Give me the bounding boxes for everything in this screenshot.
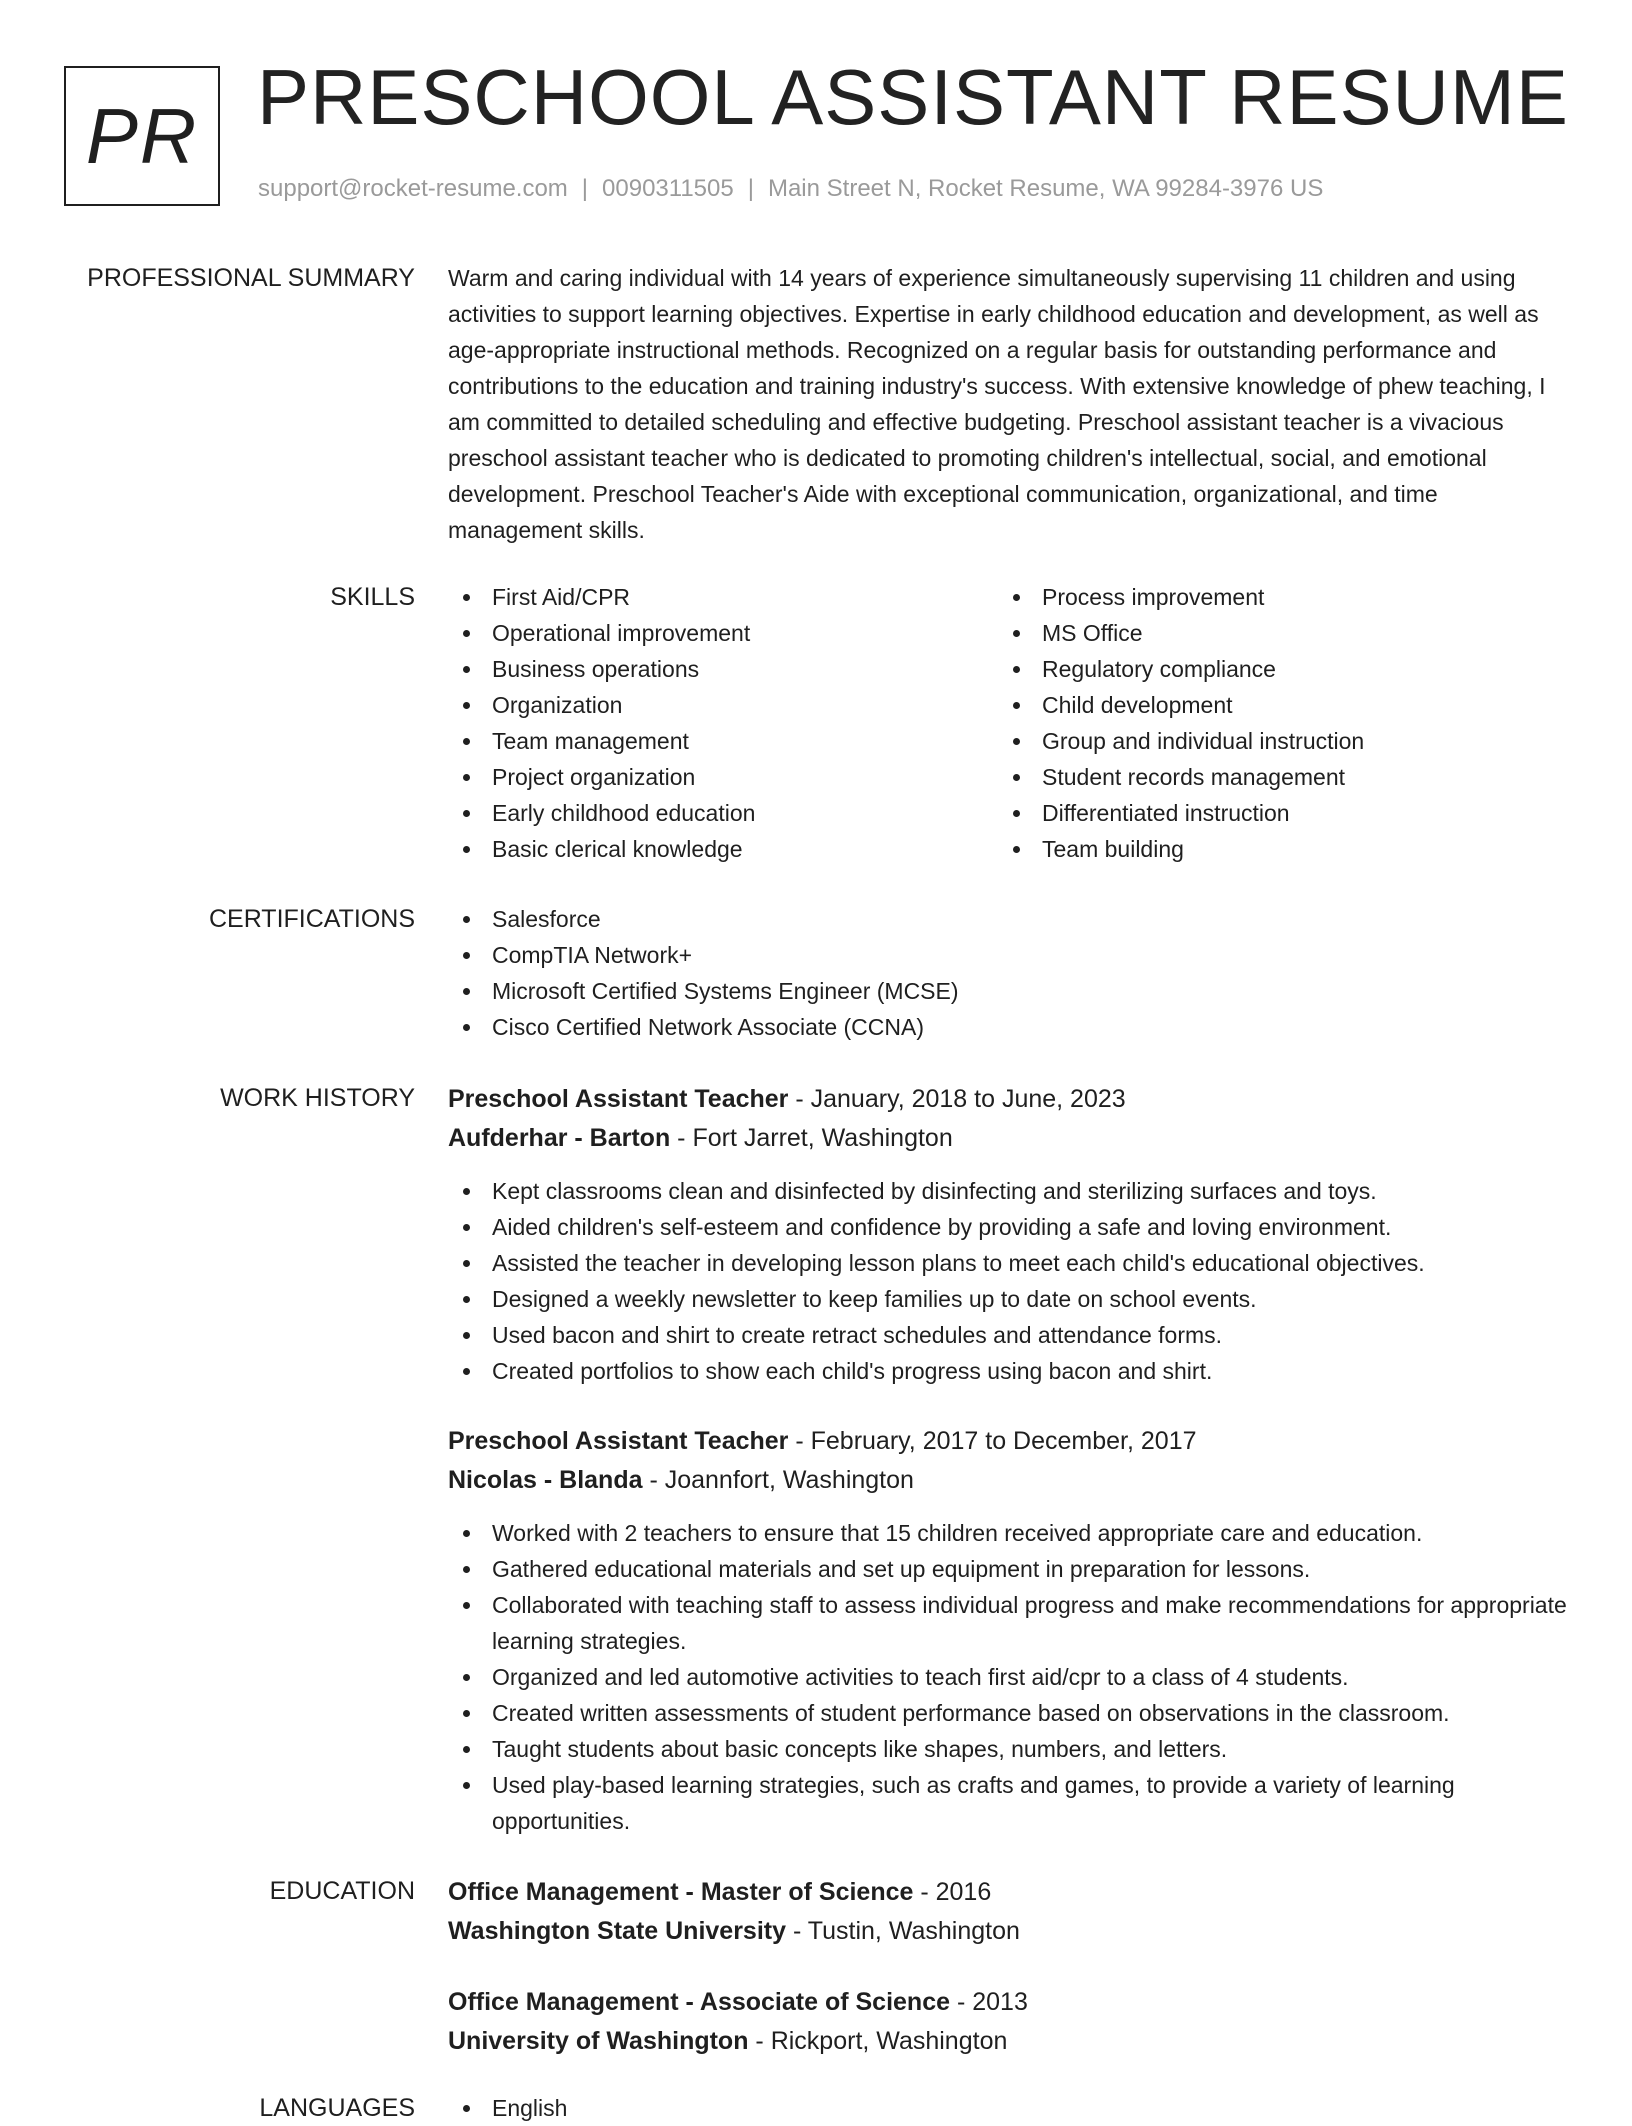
section-label-work-history: WORK HISTORY (220, 1084, 415, 1112)
job-dates: - January, 2018 to June, 2023 (788, 1085, 1126, 1113)
job-bullet: Designed a weekly newsletter to keep families up to date on school events. (448, 1281, 1568, 1317)
certifications-list (448, 901, 1568, 1045)
job-title: Preschool Assistant Teacher (448, 1427, 789, 1455)
contact-separator: | (747, 175, 754, 202)
job-bullet: Used bacon and shirt to create retract schedules and attendance forms. (448, 1317, 1568, 1353)
monogram-logo (64, 66, 220, 206)
education-school-line (448, 2022, 1568, 2061)
job-bullet: Used play-based learning strategies, such as crafts and games, to provide a variety of learning opportunities. (448, 1767, 1568, 1839)
section-label-certifications: CERTIFICATIONS (208, 905, 415, 933)
contact-email[interactable]: support@rocket-resume.com (258, 175, 568, 202)
summary-text: Warm and caring individual with 14 years of experience simultaneously supervising 11 children and using activities to support learning objectives. Expertise in early childhood education and development, as well as age-appropriate instructional methods. Recognized on a regular basis for outstanding performance and contributions to the education and training industry's success. With extensive knowledge of phew teaching, I am committed to detailed scheduling and effective budgeting. Preschool assistant teacher is a vivacious preschool assistant teacher who is dedicated to promoting children's intellectual, social, and emotional development. Preschool Teacher's Aide with exceptional communication, organizational, and time management skills. (448, 265, 1546, 543)
certification-item: Microsoft Certified Systems Engineer (MCSE) (448, 973, 1568, 1009)
job-bullet: Taught students about basic concepts like shapes, numbers, and letters. (448, 1731, 1568, 1767)
education-degree: Office Management - Master of Science (448, 1878, 914, 1906)
skill-item: Organization (448, 687, 998, 723)
skill-item: Business operations (448, 651, 998, 687)
education-school: University of Washington (448, 2027, 749, 2055)
work-history-body (448, 1080, 1568, 1839)
education-entry (448, 1983, 1568, 2061)
skills-columns (448, 579, 1568, 867)
job-bullet: Aided children's self-esteem and confidence by providing a safe and loving environment. (448, 1209, 1568, 1245)
skill-item: Group and individual instruction (998, 723, 1548, 759)
monogram-initials: PR (85, 92, 199, 180)
skills-list-left (448, 579, 998, 867)
skills-list-right (998, 579, 1548, 867)
education-body (448, 1873, 1568, 2061)
certification-item: CompTIA Network+ (448, 937, 1568, 973)
skill-item: Regulatory compliance (998, 651, 1548, 687)
contact-phone[interactable]: 0090311505 (602, 175, 734, 202)
skill-item: Team management (448, 723, 998, 759)
contact-address: Main Street N, Rocket Resume, WA 99284-3976 US (767, 175, 1324, 202)
skill-item: Child development (998, 687, 1548, 723)
education-year: - 2013 (950, 1988, 1028, 2016)
job-dates: - February, 2017 to December, 2017 (788, 1427, 1197, 1455)
contact-separator: | (581, 175, 589, 202)
education-location: - Tustin, Washington (786, 1917, 1020, 1945)
certifications-body (448, 901, 1568, 1045)
job-bullets (448, 1515, 1568, 1839)
job-location: - Fort Jarret, Washington (670, 1124, 953, 1152)
education-year: - 2016 (913, 1878, 992, 1906)
education-entry (448, 1873, 1568, 1951)
section-label-education: EDUCATION (269, 1877, 415, 1905)
section-label-languages: LANGUAGES (259, 2094, 415, 2122)
job-bullet: Created written assessments of student performance based on observations in the classroom. (448, 1695, 1568, 1731)
education-degree-line (448, 1983, 1568, 2022)
education-degree-line (448, 1873, 1568, 1912)
skill-item: Project organization (448, 759, 998, 795)
skill-item: First Aid/CPR (448, 579, 998, 615)
section-label-skills: SKILLS (330, 583, 415, 611)
job-bullet: Kept classrooms clean and disinfected by disinfecting and sterilizing surfaces and toys. (448, 1173, 1568, 1209)
job-bullet: Worked with 2 teachers to ensure that 15 children received appropriate care and education. (448, 1515, 1568, 1551)
job-bullet: Organized and led automotive activities to teach first aid/cpr to a class of 4 students. (448, 1659, 1568, 1695)
job-company-line (448, 1461, 1568, 1500)
contact-line (258, 177, 1323, 201)
job-bullet: Created portfolios to show each child's progress using bacon and shirt. (448, 1353, 1568, 1389)
summary-body (448, 260, 1568, 548)
job-company-line (448, 1119, 1568, 1158)
resume-title: PRESCHOOL ASSISTANT RESUME (257, 53, 1569, 141)
job-entry (448, 1080, 1568, 1389)
job-bullets (448, 1173, 1568, 1389)
skill-item: Student records management (998, 759, 1548, 795)
languages-list (448, 2090, 1568, 2126)
job-company: Nicolas - Blanda (448, 1466, 643, 1494)
education-school-line (448, 1912, 1568, 1951)
job-title-line (448, 1080, 1568, 1119)
skill-item: Early childhood education (448, 795, 998, 831)
skill-item: Differentiated instruction (998, 795, 1548, 831)
job-bullet: Gathered educational materials and set up equipment in preparation for lessons. (448, 1551, 1568, 1587)
skill-item: Team building (998, 831, 1548, 867)
job-entry (448, 1422, 1568, 1839)
language-item: English (448, 2090, 1568, 2126)
education-location: - Rickport, Washington (748, 2027, 1008, 2055)
languages-body (448, 2090, 1568, 2126)
job-bullet: Assisted the teacher in developing lesson plans to meet each child's educational objectives. (448, 1245, 1568, 1281)
certification-item: Cisco Certified Network Associate (CCNA) (448, 1009, 1568, 1045)
job-title: Preschool Assistant Teacher (448, 1085, 789, 1113)
skill-item: Operational improvement (448, 615, 998, 651)
education-degree: Office Management - Associate of Science (448, 1988, 951, 2016)
skill-item: Process improvement (998, 579, 1548, 615)
job-company: Aufderhar - Barton (448, 1124, 671, 1152)
skill-item: Basic clerical knowledge (448, 831, 998, 867)
certification-item: Salesforce (448, 901, 1568, 937)
job-location: - Joannfort, Washington (642, 1466, 914, 1494)
skill-item: MS Office (998, 615, 1548, 651)
job-bullet: Collaborated with teaching staff to assess individual progress and make recommendations for appropriate learning strategies. (448, 1587, 1568, 1659)
education-school: Washington State University (448, 1917, 787, 1945)
section-label-summary: PROFESSIONAL SUMMARY (87, 264, 415, 292)
job-title-line (448, 1422, 1568, 1461)
